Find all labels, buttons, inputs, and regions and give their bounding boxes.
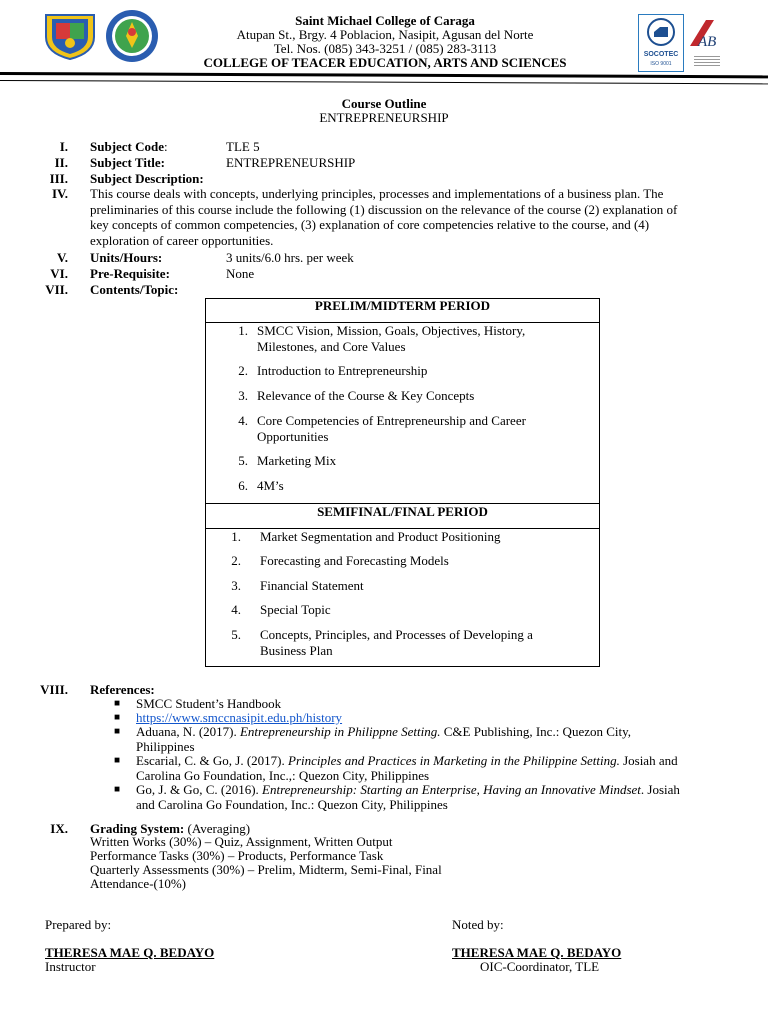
section-label: Pre-Requisite: <box>90 266 170 281</box>
item-text: Forecasting and Forecasting Models <box>260 553 449 568</box>
reference-text <box>136 783 736 812</box>
bullet-icon: ■ <box>114 755 121 766</box>
item-number: 4. <box>231 602 241 617</box>
reference-item <box>90 783 730 812</box>
section-number: VIII. <box>40 682 68 697</box>
item-line: Core Competencies of Entrepreneurship and Career <box>257 413 526 428</box>
reference-title: Entrepreneurship in Philippne Setting. <box>239 724 441 739</box>
item-number: 3. <box>231 578 241 593</box>
section-number: II. <box>54 155 68 170</box>
bullet-icon: ■ <box>114 784 121 795</box>
accreditation-fineprint <box>694 56 720 68</box>
section-label: Grading System: <box>90 821 185 836</box>
reference-item <box>90 725 730 754</box>
label-colon: : <box>164 139 168 154</box>
item-line: Concepts, Principles, and Processes of Developing a <box>260 627 533 642</box>
section-value: ENTREPRENEURSHIP <box>226 155 356 170</box>
reference-publisher: . Josiah <box>640 782 680 797</box>
item-text: Relevance of the Course & Key Concepts <box>257 388 475 403</box>
item-number: 2. <box>238 363 248 378</box>
school-seal-logo <box>42 9 98 61</box>
prepared-by-label: Prepared by: <box>45 917 112 932</box>
section-value: 3 units/6.0 hrs. per week <box>226 250 354 265</box>
section-number: V. <box>57 250 68 265</box>
section-number: IV. <box>51 186 68 201</box>
accreditation-text: AB <box>698 34 717 50</box>
grading-breakdown <box>90 835 442 891</box>
contents-table <box>205 298 600 667</box>
item-number: 2. <box>231 553 241 568</box>
section-description-body <box>0 186 768 248</box>
accreditation-logo <box>684 16 728 72</box>
grading-line: Quarterly Assessments (30%) – Prelim, Midterm, Semi-Final, Final <box>90 862 442 877</box>
school-name: Saint Michael College of Caraga <box>295 13 475 28</box>
item-text <box>257 323 525 355</box>
item-text: Introduction to Entrepreneurship <box>257 363 428 378</box>
item-number: 3. <box>238 388 248 403</box>
item-number: 5. <box>231 627 241 642</box>
item-text: Marketing Mix <box>257 453 337 468</box>
item-text: Financial Statement <box>260 578 364 593</box>
badge-subtext: ISO 9001 <box>650 61 672 67</box>
noted-by-label: Noted by: <box>452 917 504 932</box>
item-line: Business Plan <box>260 643 333 658</box>
description-line: This course deals with concepts, underlying principles, processes and implementations of a business plan. The <box>90 186 664 201</box>
section-label: Subject Description: <box>90 171 204 186</box>
bullet-icon: ■ <box>114 726 121 737</box>
reference-title: Principles and Practices in Marketing in the Philippine Setting. <box>288 753 620 768</box>
section-label: Subject Title: <box>90 155 165 170</box>
section-number: I. <box>59 139 68 154</box>
description-text <box>90 186 677 248</box>
item-number: 5. <box>238 453 248 468</box>
reference-text <box>136 725 736 754</box>
item-text: Market Segmentation and Product Positioning <box>260 529 501 544</box>
reference-publisher: Josiah and <box>619 753 678 768</box>
item-line: SMCC Vision, Mission, Goals, Objectives, History, <box>257 323 526 338</box>
item-text: 4M’s <box>257 478 284 493</box>
school-address: Atupan St., Brgy. 4 Poblacion, Nasipit, Agusan del Norte <box>236 27 534 42</box>
prepared-by-role: Instructor <box>45 959 96 974</box>
grading-line: Attendance-(10%) <box>90 876 187 891</box>
section-number: III. <box>49 171 68 186</box>
noted-by-name: THERESA MAE Q. BEDAYO <box>452 945 622 960</box>
badge-text: SOCOTEC <box>643 51 679 58</box>
prelim-header: PRELIM/MIDTERM PERIOD <box>314 298 491 313</box>
grading-line: Written Works (30%) – Quiz, Assignment, Written Output <box>90 834 393 849</box>
description-line: key concepts of common competencies, (3) explanation of core competencies relative to the course, and (4) <box>90 217 650 232</box>
reference-continued: Philippines <box>136 738 195 754</box>
grading-line: Performance Tasks (30%) – Products, Performance Task <box>90 848 384 863</box>
socotec-iso-badge <box>638 14 684 72</box>
item-number: 4. <box>238 413 248 428</box>
section-label: Contents/Topic: <box>90 282 179 297</box>
description-line: preliminaries of this course include the following (1) discussion on the relevance of the course (2) explanation of <box>90 201 678 217</box>
item-text: Special Topic <box>260 602 331 617</box>
item-line: Milestones, and Core Values <box>257 339 406 354</box>
section-value: TLE 5 <box>226 139 260 154</box>
header-rule-thin <box>0 80 768 84</box>
bullet-icon: ■ <box>114 712 121 723</box>
reference-continued: and Carolina Go Foundation, Inc.: Quezon City, Philippines <box>136 796 448 812</box>
reference-continued: Carolina Go Foundation, Inc.,: Quezon City, Philippines <box>136 767 430 783</box>
item-number: 1. <box>238 323 248 338</box>
reference-text: SMCC Student’s Handbook <box>136 696 282 711</box>
item-number: 1. <box>231 529 241 544</box>
course-title: ENTREPRENEURSHIP <box>319 110 449 125</box>
item-text <box>260 627 533 659</box>
noted-by-role: OIC-Coordinator, TLE <box>480 959 600 974</box>
reference-text <box>136 754 736 783</box>
bullet-icon: ■ <box>114 698 121 709</box>
item-text <box>257 413 526 445</box>
section-number: VII. <box>45 282 68 297</box>
reference-item <box>90 754 730 783</box>
grading-note: (Averaging) <box>184 821 251 836</box>
description-line: exploration of career opportunities. <box>90 232 274 248</box>
reference-author: Go, J. & Go, C. (2016). <box>136 782 263 797</box>
header-rule-thick <box>0 72 768 78</box>
item-line: Opportunities <box>257 429 329 444</box>
section-label <box>90 139 168 154</box>
school-phones: Tel. Nos. (085) 343-3251 / (085) 283-3113 <box>273 41 497 56</box>
reference-publisher: C&E Publishing, Inc.: Quezon City, <box>440 724 632 739</box>
section-number: VI. <box>50 266 68 281</box>
reference-author: Escarial, C. & Go, J. (2017). <box>136 753 289 768</box>
reference-link[interactable]: https://www.smccnasipit.edu.ph/history <box>136 710 343 725</box>
section-number: IX. <box>50 821 68 836</box>
label-text: Subject Code <box>90 139 165 154</box>
college-name: COLLEGE OF TEACER EDUCATION, ARTS AND SCIENCES <box>203 55 567 70</box>
section-label: References: <box>90 682 155 697</box>
section-label: Units/Hours: <box>90 250 163 265</box>
section-value: None <box>226 266 255 281</box>
prepared-by-name: THERESA MAE Q. BEDAYO <box>45 945 215 960</box>
final-header: SEMIFINAL/FINAL PERIOD <box>317 504 488 519</box>
reference-author: Aduana, N. (2017). <box>136 724 240 739</box>
item-number: 6. <box>238 478 248 493</box>
document-title: Course Outline <box>341 96 427 111</box>
reference-title: Entrepreneurship: Starting an Enterprise, Having an Innovative Mindset <box>262 782 641 797</box>
